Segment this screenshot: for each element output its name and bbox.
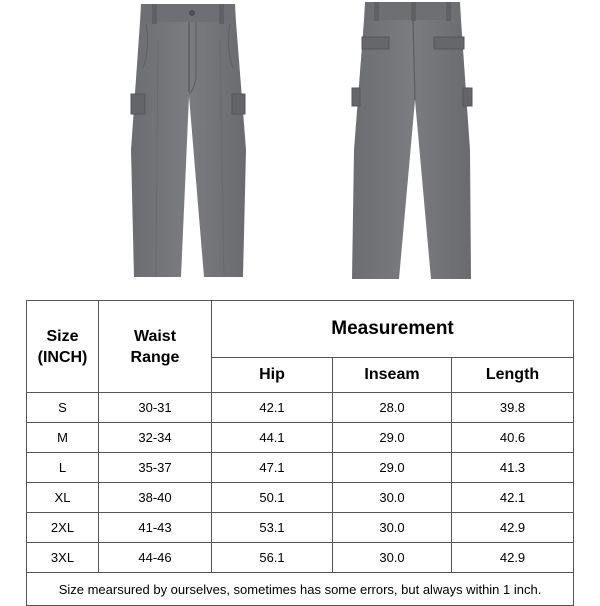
table-row [27, 483, 574, 513]
inseam-header: Inseam [333, 358, 452, 393]
waist-range-header: Waist Range [99, 301, 212, 393]
waist-cell: 38-40 [99, 483, 212, 513]
length-cell: 39.8 [452, 393, 574, 423]
table-row [27, 423, 574, 453]
length-cell: 42.9 [452, 513, 574, 543]
waist-cell: 30-31 [99, 393, 212, 423]
waist-cell: 41-43 [99, 513, 212, 543]
table-row [27, 543, 574, 573]
size-cell: L [27, 453, 99, 483]
hip-header: Hip [212, 358, 333, 393]
inseam-cell: 28.0 [333, 393, 452, 423]
inseam-cell: 30.0 [333, 483, 452, 513]
measurement-header: Measurement [212, 301, 574, 358]
table-row [27, 453, 574, 483]
size-chart-table [26, 300, 574, 606]
waist-cell: 35-37 [99, 453, 212, 483]
waist-cell: 32-34 [99, 423, 212, 453]
pants-back-image [300, 0, 600, 290]
inseam-cell: 30.0 [333, 543, 452, 573]
inseam-cell: 29.0 [333, 423, 452, 453]
size-cell: 2XL [27, 513, 99, 543]
size-cell: S [27, 393, 99, 423]
pants-front-image [0, 0, 300, 290]
pants-front-icon [0, 0, 300, 290]
waist-cell: 44-46 [99, 543, 212, 573]
size-cell: XL [27, 483, 99, 513]
hip-cell: 42.1 [212, 393, 333, 423]
inseam-cell: 30.0 [333, 513, 452, 543]
note-row [27, 573, 574, 606]
length-cell: 42.1 [452, 483, 574, 513]
hip-cell: 44.1 [212, 423, 333, 453]
hip-cell: 53.1 [212, 513, 333, 543]
measurement-note: Size mearsured by ourselves, sometimes has some errors, but always within 1 inch. [27, 573, 574, 606]
length-cell: 40.6 [452, 423, 574, 453]
hip-cell: 50.1 [212, 483, 333, 513]
length-cell: 41.3 [452, 453, 574, 483]
table-row [27, 513, 574, 543]
size-header: Size (INCH) [27, 301, 99, 393]
size-cell: M [27, 423, 99, 453]
header-row-top [27, 301, 574, 358]
inseam-cell: 29.0 [333, 453, 452, 483]
length-cell: 42.9 [452, 543, 574, 573]
pants-back-icon [300, 0, 600, 290]
table-row [27, 393, 574, 423]
length-header: Length [452, 358, 574, 393]
hip-cell: 47.1 [212, 453, 333, 483]
hip-cell: 56.1 [212, 543, 333, 573]
size-cell: 3XL [27, 543, 99, 573]
